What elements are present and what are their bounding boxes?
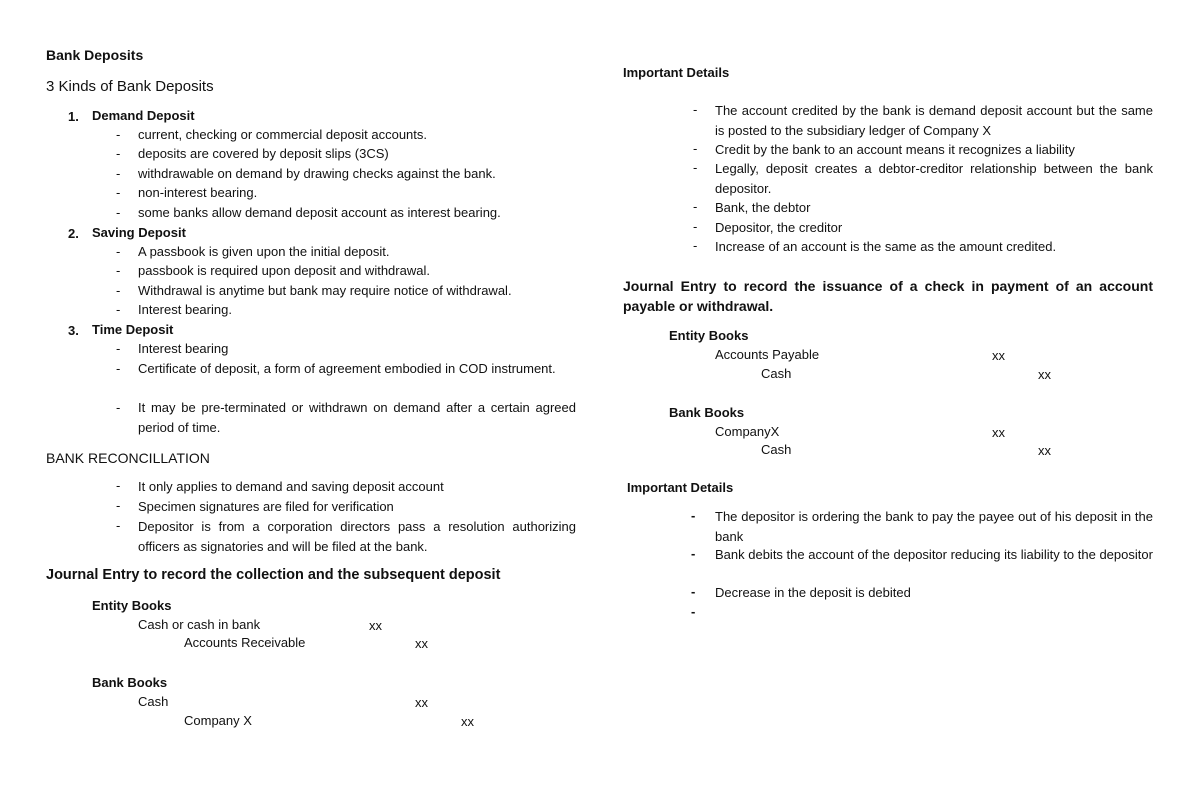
list-item: current, checking or commercial deposit accounts.	[138, 127, 428, 142]
dash: -	[116, 302, 121, 317]
kind-label-saving: Saving Deposit	[92, 225, 186, 240]
credit-account: Cash	[761, 366, 792, 381]
dash: -	[116, 518, 121, 533]
list-item: Credit by the bank to an account means it recognizes a liability	[715, 142, 1075, 157]
debit-account: Cash or cash in bank	[138, 617, 261, 632]
recon-heading: BANK RECONCILLATION	[46, 450, 210, 466]
dash: -	[116, 205, 121, 220]
debit-amount: xx	[369, 618, 382, 633]
list-item: Depositor is from a corporation directors pass a resolution authorizing officers as signatories and will be filed at the bank.	[138, 519, 576, 554]
dash: -	[693, 199, 698, 214]
dash: -	[116, 400, 121, 415]
debit-account: CompanyX	[715, 424, 780, 439]
dash: -	[693, 238, 698, 253]
journal-heading-collection: Journal Entry to record the collection and the subsequent deposit	[46, 567, 501, 583]
list-item: Decrease in the deposit is debited	[715, 585, 911, 600]
list-item: Increase of an account is the same as the amount credited.	[715, 239, 1057, 254]
debit-amount: xx	[415, 695, 428, 710]
credit-amount: xx	[415, 636, 428, 651]
dash: -	[116, 127, 121, 142]
credit-account: Cash	[761, 442, 792, 457]
credit-amount: xx	[1038, 443, 1051, 458]
bank-books-label: Bank Books	[669, 405, 745, 420]
list-item: Interest bearing	[138, 341, 229, 356]
credit-account: Accounts Receivable	[184, 635, 306, 650]
kinds-heading: 3 Kinds of Bank Deposits	[46, 78, 214, 95]
dash: -	[116, 341, 121, 356]
kind-number: 2.	[68, 226, 79, 241]
kind-label-demand: Demand Deposit	[92, 108, 195, 123]
credit-amount: xx	[1038, 367, 1051, 382]
dash: -	[693, 141, 698, 156]
dash: -	[116, 478, 121, 493]
kind-number: 1.	[68, 109, 79, 124]
list-item: passbook is required upon deposit and withdrawal.	[138, 263, 430, 278]
dash: -	[691, 508, 696, 523]
dash: -	[116, 283, 121, 298]
dash: -	[693, 160, 698, 175]
list-item: It only applies to demand and saving deposit account	[138, 479, 444, 494]
dash: -	[116, 498, 121, 513]
debit-account: Cash	[138, 694, 169, 709]
dash: -	[116, 244, 121, 259]
important-details-heading: Important Details	[623, 65, 730, 80]
list-item: Legally, deposit creates a debtor-creditor relationship between the bank depositor.	[715, 161, 1153, 196]
list-item: A passbook is given upon the initial deposit.	[138, 244, 390, 259]
journal-heading-check: Journal Entry to record the issuance of a check in payment of an account payable or withdrawal.	[623, 278, 1153, 314]
list-item: Certificate of deposit, a form of agreement embodied in COD instrument.	[138, 361, 556, 376]
list-item: withdrawable on demand by drawing checks against the bank.	[138, 166, 496, 181]
dash: -	[691, 584, 696, 599]
dash: -	[693, 219, 698, 234]
debit-amount: xx	[992, 425, 1005, 440]
list-item: some banks allow demand deposit account as interest bearing.	[138, 205, 501, 220]
list-item: Bank, the debtor	[715, 200, 811, 215]
dash: -	[116, 166, 121, 181]
entity-books-label: Entity Books	[669, 328, 749, 343]
list-item: Interest bearing.	[138, 302, 232, 317]
dash: -	[116, 263, 121, 278]
dash: -	[691, 546, 696, 561]
dash: -	[693, 102, 698, 117]
dash: -	[116, 185, 121, 200]
debit-amount: xx	[992, 348, 1005, 363]
list-item: non-interest bearing.	[138, 185, 258, 200]
page-title: Bank Deposits	[46, 47, 144, 63]
credit-account: Company X	[184, 713, 252, 728]
dash: -	[116, 146, 121, 161]
list-item: The account credited by the bank is demand deposit account but the same is posted to the subsidiary ledger of Company X	[715, 103, 1153, 138]
entity-books-label: Entity Books	[92, 598, 172, 613]
list-item: Specimen signatures are filed for verification	[138, 499, 394, 514]
dash: -	[691, 604, 696, 619]
dash: -	[116, 361, 121, 376]
important-details-heading-2: Important Details	[627, 480, 734, 495]
list-item: deposits are covered by deposit slips (3CS)	[138, 146, 389, 161]
list-item: Depositor, the creditor	[715, 220, 843, 235]
list-item: It may be pre-terminated or withdrawn on demand after a certain agreed period of time.	[138, 400, 576, 435]
list-item: Bank debits the account of the depositor reducing its liability to the depositor	[715, 547, 1153, 562]
kind-number: 3.	[68, 323, 79, 338]
list-item: Withdrawal is anytime but bank may require notice of withdrawal.	[138, 283, 512, 298]
bank-books-label: Bank Books	[92, 675, 168, 690]
kind-label-time: Time Deposit	[92, 322, 174, 337]
debit-account: Accounts Payable	[715, 347, 820, 362]
credit-amount: xx	[461, 714, 474, 729]
list-item: The depositor is ordering the bank to pay the payee out of his deposit in the bank	[715, 509, 1153, 544]
